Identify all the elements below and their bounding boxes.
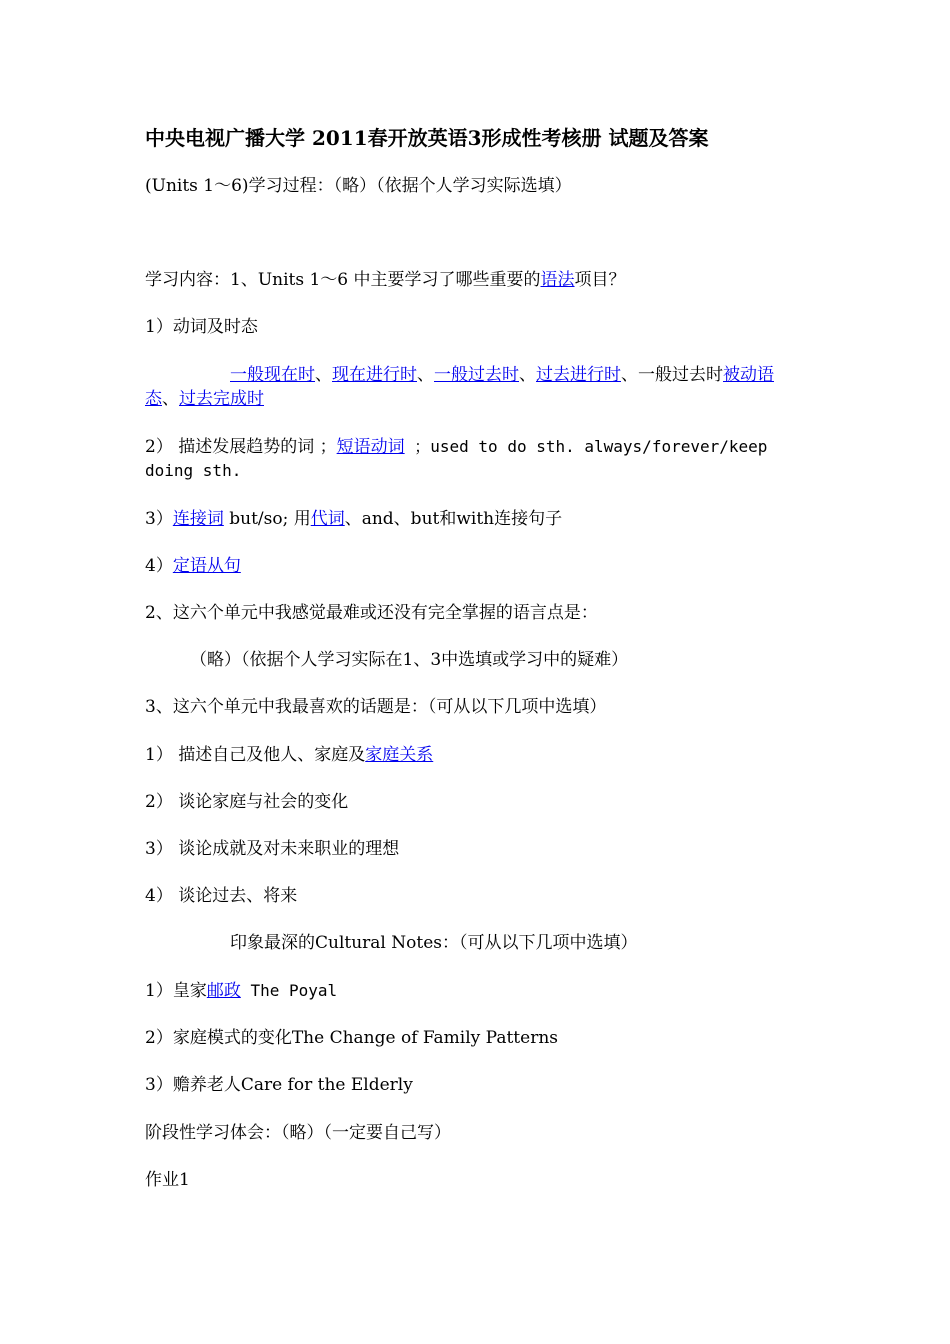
- cultural-note-1-tail: The Poyal: [240, 981, 338, 1000]
- cultural-notes-heading: 印象最深的Cultural Notes：（可从以下几项中选填）: [230, 933, 638, 953]
- conjunction-link[interactable]: 连接词: [172, 509, 224, 529]
- grammar-item-2-tail: ；used to do sth. always/forever/keep doing sth.: [145, 437, 768, 480]
- post-link[interactable]: 邮政: [206, 981, 241, 1001]
- homework-heading: 作业1: [145, 1170, 190, 1190]
- past-continuous-link[interactable]: 过去进行时: [536, 365, 621, 385]
- grammar-item-3: [145, 507, 562, 531]
- reflection-line: 阶段性学习体会：（略）（一定要自己写）: [145, 1123, 451, 1143]
- grammar-item-1: 1）动词及时态: [145, 317, 258, 337]
- grammar-item-2: [145, 435, 805, 483]
- question-1-tail: 项目？: [574, 270, 626, 290]
- tenses-text: 、一般过去时: [621, 365, 723, 385]
- attributive-clause-link[interactable]: 定语从句: [172, 556, 241, 576]
- question-2-answer: （略）（依据个人学习实际在1、3中选填或学习中的疑难）: [190, 650, 629, 670]
- simple-past-link[interactable]: 一般过去时: [434, 365, 519, 385]
- topic-4: 4） 谈论过去、将来: [145, 886, 298, 906]
- grammar-link[interactable]: 语法: [540, 270, 575, 290]
- question-3: 3、这六个单元中我最喜欢的话题是：（可从以下几项中选填）: [145, 697, 607, 717]
- page-title: 中央电视广播大学 2011春开放英语3形成性考核册 试题及答案: [145, 126, 709, 150]
- question-2: 2、这六个单元中我感觉最难或还没有完全掌握的语言点是：: [145, 603, 598, 623]
- separator: 、: [162, 389, 179, 409]
- topic-1-text: 1） 描述自己及他人、家庭及: [145, 745, 366, 765]
- cultural-note-1: [145, 979, 337, 1003]
- topic-3: 3） 谈论成就及对未来职业的理想: [145, 839, 400, 859]
- question-1: [145, 268, 626, 292]
- topic-1: [145, 743, 433, 767]
- simple-present-link[interactable]: 一般现在时: [230, 365, 315, 385]
- cultural-note-2: 2）家庭模式的变化The Change of Family Patterns: [145, 1028, 558, 1048]
- separator: 、: [315, 365, 332, 385]
- pronoun-link[interactable]: 代词: [310, 509, 345, 529]
- intro-line: (Units 1～6)学习过程：（略）（依据个人学习实际选填）: [145, 176, 572, 196]
- grammar-item-3-mid: but/so; 用: [223, 509, 311, 529]
- grammar-item-3-tail: 、and、but和with连接句子: [344, 509, 563, 529]
- grammar-item-3-num: 3）: [145, 509, 173, 529]
- question-1-text: 学习内容：1、Units 1～6 中主要学习了哪些重要的: [145, 270, 541, 290]
- separator: 、: [519, 365, 536, 385]
- topic-2: 2） 谈论家庭与社会的变化: [145, 792, 349, 812]
- cultural-note-3: 3）赡养老人Care for the Elderly: [145, 1075, 413, 1095]
- present-continuous-link[interactable]: 现在进行时: [332, 365, 417, 385]
- separator: 、: [417, 365, 434, 385]
- phrasal-verb-link[interactable]: 短语动词: [336, 437, 405, 457]
- family-relations-link[interactable]: 家庭关系: [365, 745, 434, 765]
- grammar-item-4-num: 4）: [145, 556, 173, 576]
- cultural-note-1-text: 1）皇家: [145, 981, 207, 1001]
- past-perfect-link[interactable]: 过去完成时: [179, 389, 264, 409]
- passive-voice-link[interactable]: 被动语态: [145, 365, 774, 409]
- tenses-line: [145, 363, 805, 411]
- grammar-item-2-text: 2） 描述发展趋势的词 ；: [145, 437, 337, 457]
- grammar-item-4: [145, 554, 241, 578]
